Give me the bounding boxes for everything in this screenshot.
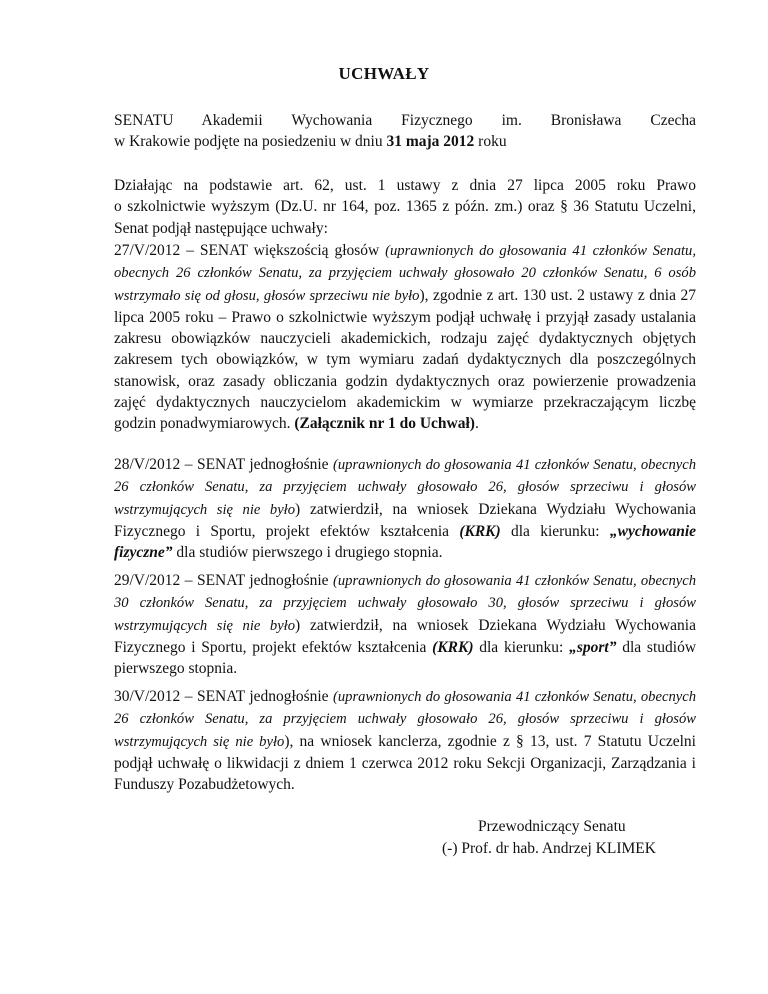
- header-line-2-text: w Krakowie podjęte na posiedzeniu w dniu: [114, 133, 387, 151]
- resolution-28-field: „wychowanie fizyczne”: [114, 522, 697, 562]
- resolution-30-text: ), na wniosek kanclerza, zgodnie z § 13, ust. 7 Statutu Uczelni podjął uchwałę o likwidacji z dniem 1 czerwca 2012 roku Sekcji Organizacji, Zarządzania i Funduszy Pozabudżetowych.: [114, 732, 696, 794]
- resolution-29-text-2: dla kierunku:: [473, 638, 570, 656]
- resolution-29: [114, 570, 696, 679]
- resolution-28: [114, 454, 696, 563]
- resolution-29-krk: (KRK): [432, 638, 474, 656]
- resolution-30-heading: 30/V/2012 – SENAT jednogłośnie: [114, 688, 334, 705]
- resolution-29-field: „sport”: [569, 638, 617, 656]
- signature-role: Przewodniczący Senatu: [478, 818, 626, 835]
- resolution-30: [114, 686, 696, 795]
- resolution-27: [114, 240, 696, 435]
- resolution-28-text-2: dla kierunku:: [500, 522, 610, 540]
- resolution-28-heading: 28/V/2012 – SENAT jednogłośnie: [114, 456, 334, 473]
- resolution-28-end: dla studiów pierwszego i drugiego stopnia.: [172, 544, 443, 562]
- signature-name: (-) Prof. dr hab. Andrzej KLIMEK: [442, 840, 656, 857]
- header-line-2-end: roku: [474, 133, 507, 151]
- resolution-29-text: ) zatwierdził, na wniosek Dziekana Wydziału Wychowania Fizycznego i Sportu, projekt efektów kształcenia: [114, 616, 696, 656]
- document-title: UCHWAŁY: [338, 64, 430, 83]
- resolution-27-end: .: [474, 415, 479, 433]
- resolution-27-vote: (uprawnionych do głosowania 41 członków Senatu, obecnych 26 członków Senatu, za przyjęciem uchwały głosowało 20 członków Senatu, 6 osób wstrzymało się od głosu, głosów sprzeciwu nie było: [114, 243, 696, 304]
- resolution-27-heading: 27/V/2012 – SENAT większością głosów: [114, 242, 386, 259]
- resolution-29-vote: (uprawnionych do głosowania 41 członków Senatu, obecnych 30 członków Senatu, za przyjęciem uchwały głosowało 30, głosów sprzeciwu i głosów wstrzymujących się nie było: [114, 573, 696, 634]
- intro-line-1: Działając na podstawie art. 62, ust. 1 ustawy z dnia 27 lipca 2005 roku Prawo: [114, 177, 696, 194]
- document-header: [114, 110, 696, 153]
- intro-paragraph: [114, 175, 696, 239]
- intro-line-3: Senat podjął następujące uchwały:: [114, 219, 328, 237]
- resolution-28-vote: (uprawnionych do głosowania 41 członków Senatu, obecnych 26 członków Senatu, za przyjęciem uchwały głosowało 26, głosów sprzeciwu i głosów wstrzymujących się nie było: [114, 457, 696, 518]
- resolution-28-text: ) zatwierdził, na wniosek Dziekana Wydziału Wychowania Fizycznego i Sportu, projekt efektów kształcenia: [114, 500, 696, 540]
- attachment-reference: (Załącznik nr 1 do Uchwał): [294, 415, 475, 433]
- meeting-date: 31 maja 2012: [386, 133, 475, 151]
- resolution-27-text: ), zgodnie z art. 130 ust. 2 ustawy z dnia 27 lipca 2005 roku – Prawo o szkolnictwie wyższym podjął uchwałę i przyjął zasady ustalania zakresu obowiązków nauczycieli akademickich, rodzaju zajęć dydaktycznych objętych zakresem tych obowiązków, w tym wymiaru zadań dydaktycznych dla poszczególnych stanowisk, oraz zasady obliczania godzin dydaktycznych oraz powierzenie prowadzenia zajęć dydaktycznych nauczycielom akademickim w wymiarze przekraczającym liczbę godzin ponadwymiarowych.: [114, 286, 696, 433]
- resolution-28-krk: (KRK): [459, 522, 501, 540]
- resolution-29-heading: 29/V/2012 – SENAT jednogłośnie: [114, 572, 334, 589]
- header-line-1: SENATU Akademii Wychowania Fizycznego im. Bronisława Czecha: [114, 112, 696, 129]
- resolution-30-vote: (uprawnionych do głosowania 41 członków Senatu, obecnych 26 członków Senatu, za przyjęciem uchwały głosowało 26, głosów sprzeciwu i głosów wstrzymujących się nie było: [114, 689, 696, 750]
- resolution-29-end: dla studiów pierwszego stopnia.: [114, 638, 697, 678]
- intro-line-2: o szkolnictwie wyższym (Dz.U. nr 164, poz. 1365 z późn. zm.) oraz § 36 Statutu Uczelni,: [114, 198, 696, 216]
- header-line-2: [114, 131, 696, 152]
